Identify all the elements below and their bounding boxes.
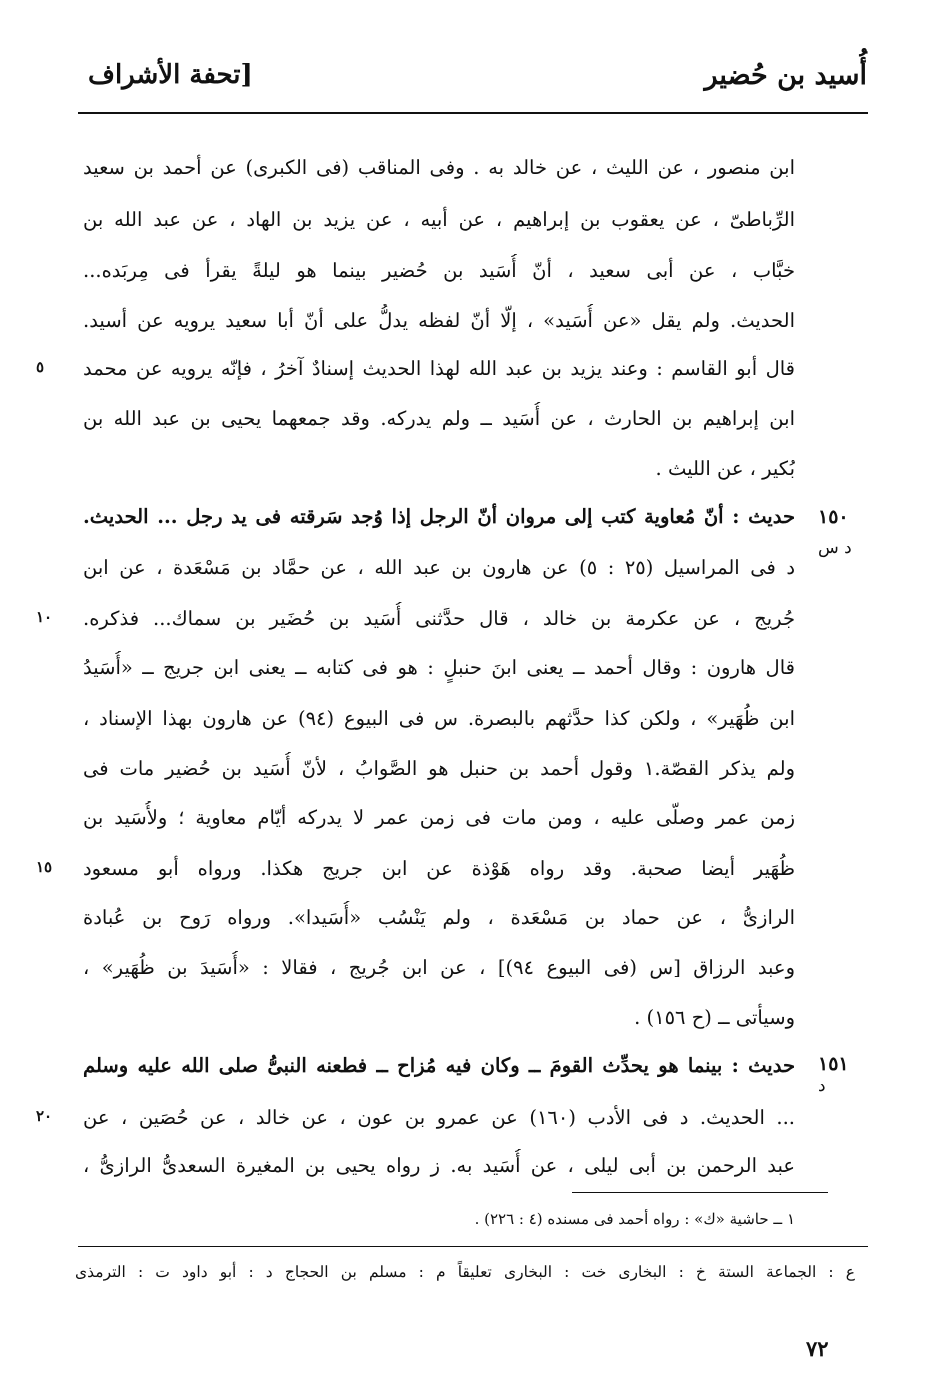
text-line: ابن ظُهَير» ، ولكن كذا حدَّثهم بالبصرة. س فى البيوع (٩٤) عن هارون بهذا الإسناد ، [83, 707, 795, 730]
text-line: ابن إبراهيم بن الحارث ، عن أُسَيد ــ ولم يدركه. وقد جمعهما يحيى بن عبد الله بن [83, 407, 795, 430]
text-line: وسيأتى ــ (ح ١٥٦) . [634, 1006, 795, 1029]
running-head-book: [تحفة الأشراف [88, 60, 253, 90]
header-rule [78, 112, 868, 114]
text-line: خبَّاب ، عن أبى سعيد ، أنّ أُسَيد بن حُضير بينما هو ليلةً يقرأ فى مِربَده... [83, 259, 795, 282]
text-line: ... الحديث. د فى الأدب (١٦٠) عن عمرو بن عون ، عن خالد ، عن حُصَين ، عن [83, 1106, 795, 1129]
text-line: زمن عمر وصلّى عليه ، ومن مات فى زمن عمر لا يدركه أيّام معاوية ؛ ولأُسَيد بن [83, 806, 795, 829]
line-number: ١٥ [36, 858, 53, 876]
text-line: قال أبو القاسم : وعند يزيد بن عبد الله لهذا الحديث إسنادٌ آخرُ ، فإنّه يرويه عن محمد [83, 357, 795, 380]
text-line: جُريج ، عن عكرمة بن خالد ، قال حدَّثنى أُسَيد بن حُضَير بن سماك... فذكره. [83, 607, 795, 630]
text-line: ولم يذكر القصّة.١ وقول أحمد بن حنبل هو الصَّوابُ ، لأنّ أُسَيد بن حُضير مات فى [83, 757, 795, 780]
text-line: قال هارون : وقال أحمد ــ يعنى ابنَ حنبلٍ : هو فى كتابه ــ يعنى ابن جريج ــ «أُسَيدُ [83, 656, 795, 679]
line-number: ١٠ [36, 608, 53, 626]
entry-sigla: د [818, 1076, 826, 1096]
text-line: وعبد الرزاق [س (فى البيوع ٩٤)] ، عن ابن جُريج ، فقالا : «أُسَيدَ بن ظُهَير» ، [83, 956, 795, 979]
entry-number: ١٥٠ [818, 506, 849, 528]
line-number: ٥ [36, 358, 45, 376]
footnote-rule [572, 1192, 828, 1193]
text-line: الرازىُّ ، عن حماد بن مَسْعَدة ، ولم يَنْسُب «أُسَيدا». ورواه رَوح بن عُبادة [83, 906, 795, 929]
legend-rule [78, 1246, 868, 1247]
running-head-title: أُسيد بن حُضير [704, 60, 867, 91]
text-line: بُكير ، عن الليث . [655, 457, 795, 480]
sigla-legend: ع : الجماعة الستة خ : البخارى خت : البخارى تعليقاً م : مسلم بن الحجاج د : أبو داود ت : الترمذى [75, 1263, 855, 1281]
page-number: ٧٢ [806, 1336, 829, 1361]
text-line: ابن منصور ، عن الليث ، عن خالد به . وفى المناقب (فى الكبرى) عن أحمد بن سعيد [83, 156, 795, 179]
text-line: الرِّباطىّ ، عن يعقوب بن إبراهيم ، عن أبيه ، عن يزيد بن الهاد ، عن عبد الله بن [83, 208, 795, 231]
text-line: د فى المراسيل (٢٥ : ٥) عن هارون بن عبد الله ، عن حمَّاد بن مَسْعَدة ، عن ابن [83, 556, 795, 579]
text-line: الحديث. ولم يقل «عن أُسَيد» ، إلّا أنّ لفظه يدلُّ على أنّ أبا سعيد يرويه عن أسيد. [83, 309, 795, 332]
entry-number: ١٥١ [818, 1053, 849, 1075]
footnote: ١ ــ حاشية «ك» : رواه أحمد فى مسنده (٤ : ٢٢٦) . [474, 1210, 795, 1228]
line-number: ٢٠ [36, 1107, 53, 1125]
entry-sigla: د س [818, 538, 852, 558]
text-line: عبد الرحمن بن أبى ليلى ، عن أُسَيد به. ز رواه يحيى بن المغيرة السعدىُّ الرازىُّ ، [83, 1154, 795, 1177]
hadith-heading-line: حديث : بينما هو يحدِّث القومَ ــ وكان فيه مُزاح ــ فطعنه النبىُّ صلى الله عليه وسلم [83, 1054, 795, 1077]
text-line: ظُهَير أيضا صحبة. وقد رواه هَوْذة عن ابن جريج هكذا. ورواه أبو مسعود [83, 857, 795, 880]
hadith-heading-line: حديث : أنّ مُعاوية كتب إلى مروان أنّ الرجل إذا وُجد سَرقته فى يد رجل ... الحديث. [83, 505, 795, 528]
